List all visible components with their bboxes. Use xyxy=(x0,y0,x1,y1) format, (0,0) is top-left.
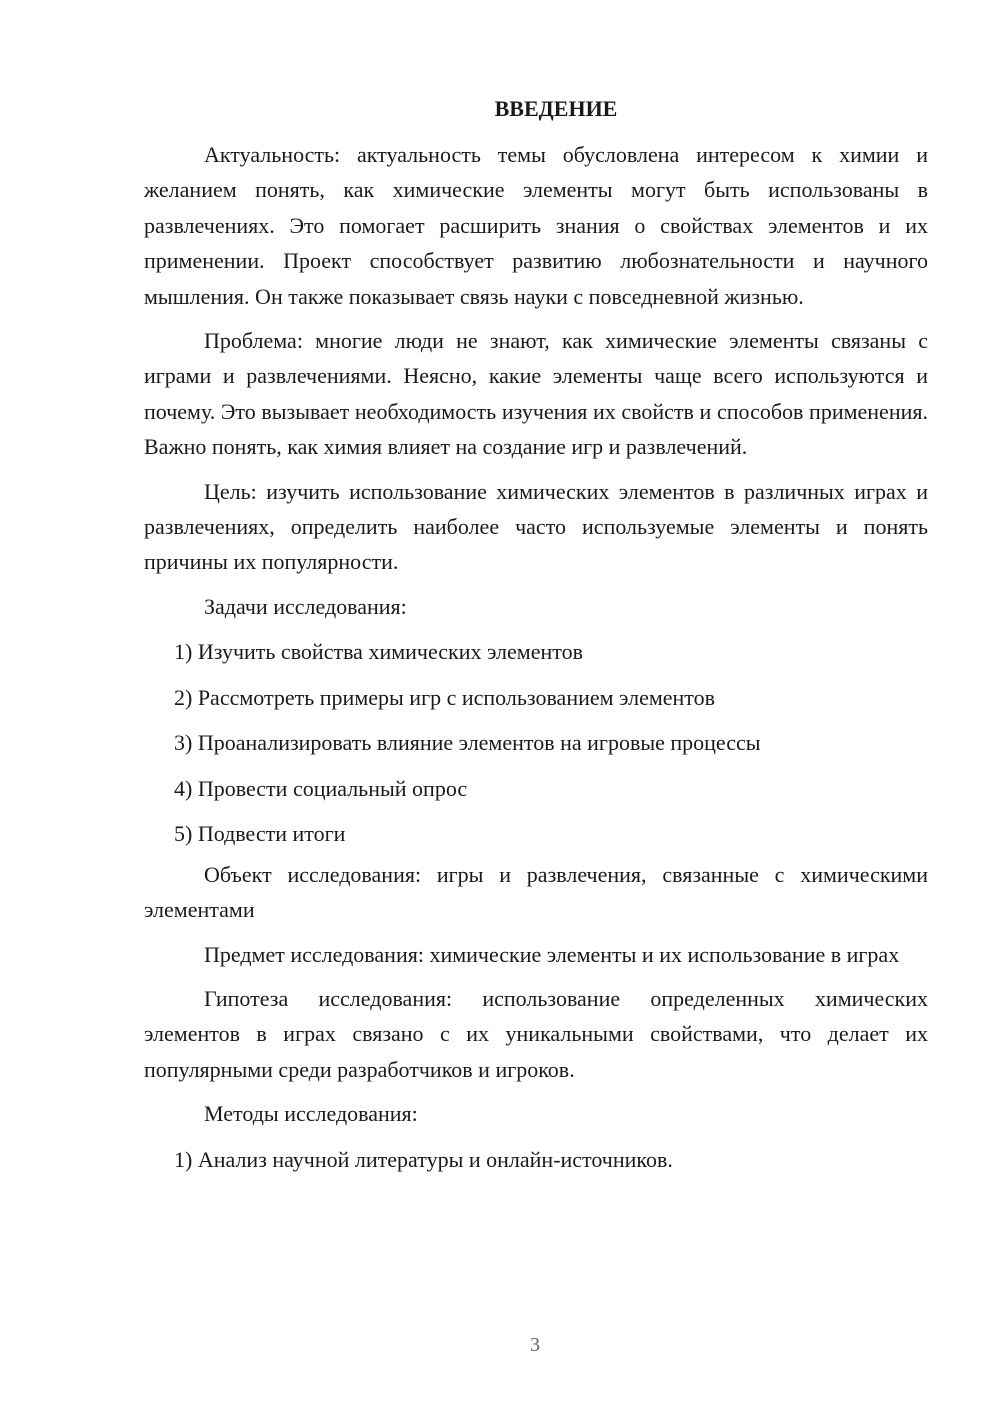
list-item: 4) Провести социальный опрос xyxy=(174,775,468,801)
tasks-title: Задачи исследования: xyxy=(204,593,407,619)
object-paragraph: Объект исследования: игры и развлечения, связанные с химическими элементами xyxy=(144,861,928,923)
hypothesis-paragraph: Гипотеза исследования: использование определенных химических элементов в играх связано с их уникальными свойствами, что делает их популярными среди разработчиков и игроков. xyxy=(144,986,928,1082)
problem-paragraph: Проблема: многие люди не знают, как химические элементы связаны с играми и развлечениями. Неясно, какие элементы чаще всего используются и почему. Это вызывает необходимость изучения их свойств и способов применения. Важно понять, как химия влияет на создание игр и развлечений. xyxy=(144,328,928,460)
goal-paragraph: Цель: изучить использование химических элементов в различных играх и развлечениях, определить наиболее часто используемые элементы и понять причины их популярности. xyxy=(144,478,928,575)
list-item: 1) Анализ научной литературы и онлайн-источников. xyxy=(174,1146,673,1172)
list-item: 2) Рассмотреть примеры игр с использованием элементов xyxy=(174,684,716,710)
methods-list xyxy=(144,1137,928,1183)
list-item: 1) Изучить свойства химических элементов xyxy=(174,639,583,665)
page-number: 3 xyxy=(530,1334,540,1356)
tasks-list xyxy=(144,629,928,857)
relevance-paragraph: Актуальность: актуальность темы обусловлена интересом к химии и желанием понять, как химические элементы могут быть использованы в развлечениях. Это помогает расширить знания о свойствах элементов и их применении. Проект способствует развитию любознательности и научного мышления. Он также показывает связь науки с повседневной жизнью. xyxy=(144,142,928,309)
list-item: 3) Проанализировать влияние элементов на игровые процессы xyxy=(174,730,761,756)
page-title: ВВЕДЕНИЕ xyxy=(494,96,618,121)
methods-title: Методы исследования: xyxy=(204,1101,418,1127)
list-item: 5) Подвести итоги xyxy=(174,821,346,847)
subject-paragraph: Предмет исследования: химические элементы и их использование в играх xyxy=(204,941,900,967)
